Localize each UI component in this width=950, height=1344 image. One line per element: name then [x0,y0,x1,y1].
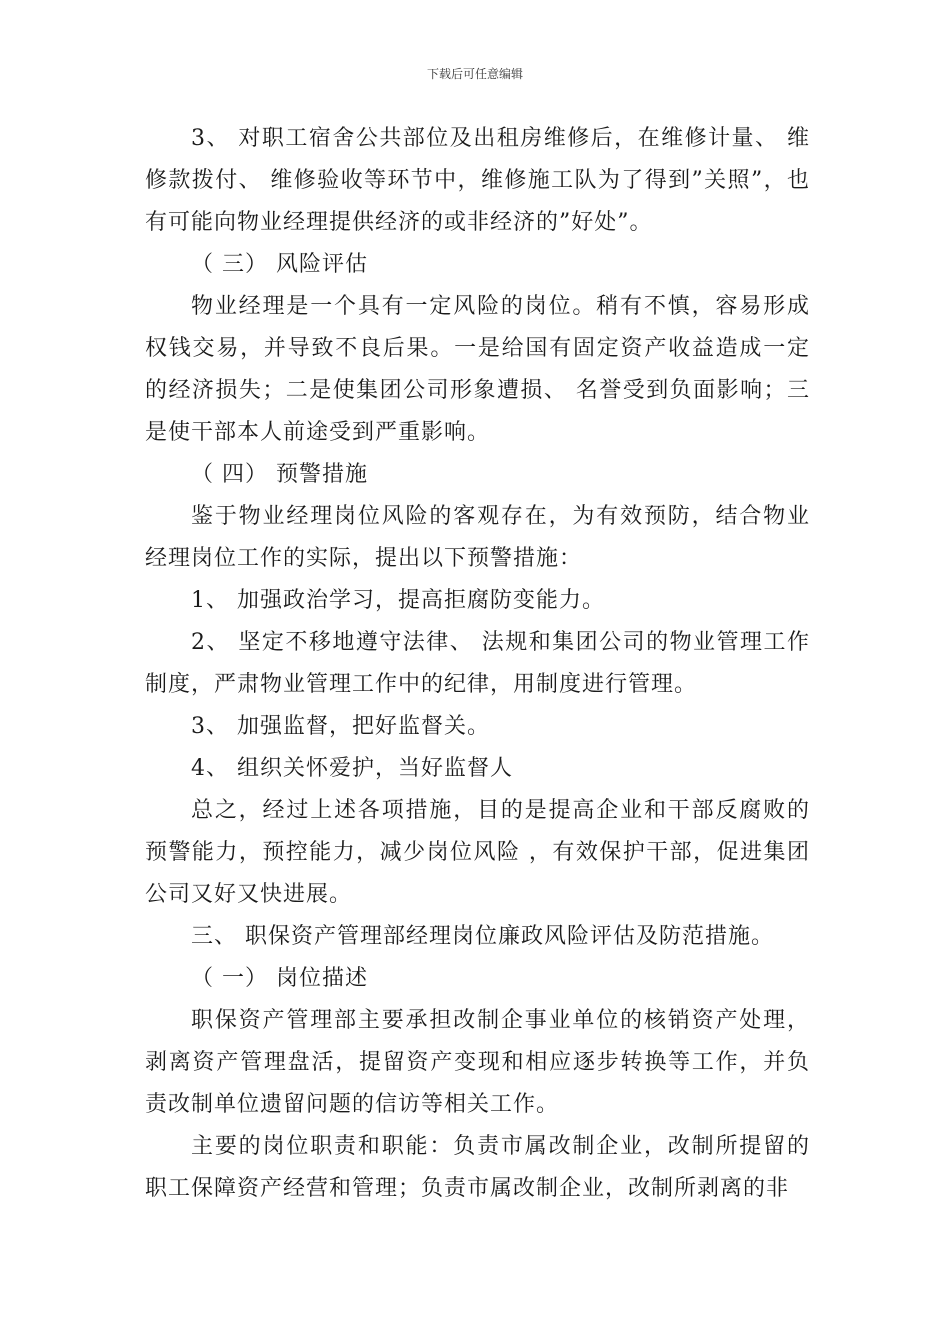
page-header: 下载后可任意编辑 [426,67,523,81]
paragraph-measure-1: 1、 加强政治学习，提高拒腐防变能力。 [191,588,605,613]
paragraph-measure-3: 3、 加强监督，把好监督关。 [191,714,490,739]
document-body [145,118,810,1210]
section-heading-warning-measures: （ 四） 预警措施 [191,462,368,487]
paragraph-warning-intro: 鉴于物业经理岗位风险的客观存在，为有效预防，结合物业经理岗位工作的实际，提出以下预警措施： [145,504,810,571]
paragraph-measure-2: 2、 坚定不移地遵守法律、 法规和集团公司的物业管理工作制度，严肃物业管理工作中的纪律，用制度进行管理。 [145,630,810,697]
paragraph-department-role: 职保资产管理部主要承担改制企事业单位的核销资产处理，剥离资产管理盘活，提留资产变现和相应逐步转换等工作，并负责改制单位遗留问题的信访等相关工作。 [145,1008,810,1117]
section-heading-risk-assessment: （ 三） 风险评估 [191,252,368,277]
paragraph-risk-description: 物业经理是一个具有一定风险的岗位。稍有不慎，容易形成权钱交易，并导致不良后果。一是给国有固定资产收益造成一定的经济损失；二是使集团公司形象遭损、 名誉受到负面影响；三是使干部本人前途受到严重影响。 [145,294,810,445]
paragraph-summary: 总之，经过上述各项措施，目的是提高企业和干部反腐败的预警能力，预控能力，减少岗位风险 ，有效保护干部，促进集团公司又好又快进展。 [145,798,810,907]
section-heading-asset-manager: 三、 职保资产管理部经理岗位廉政风险评估及防范措施。 [191,924,774,949]
paragraph-measure-4: 4、 组织关怀爱护，当好监督人 [191,756,513,781]
paragraph-duties: 主要的岗位职责和职能：负责市属改制企业，改制所提留的职工保障资产经营和管理；负责市属改制企业，改制所剥离的非 [145,1134,810,1201]
section-heading-position-description: （ 一） 岗位描述 [191,966,368,991]
paragraph-item-3-repair: 3、 对职工宿舍公共部位及出租房维修后，在维修计量、 维修款拨付、 维修验收等环节中，维修施工队为了得到”关照”，也有可能向物业经理提供经济的或非经济的”好处”。 [145,126,810,235]
